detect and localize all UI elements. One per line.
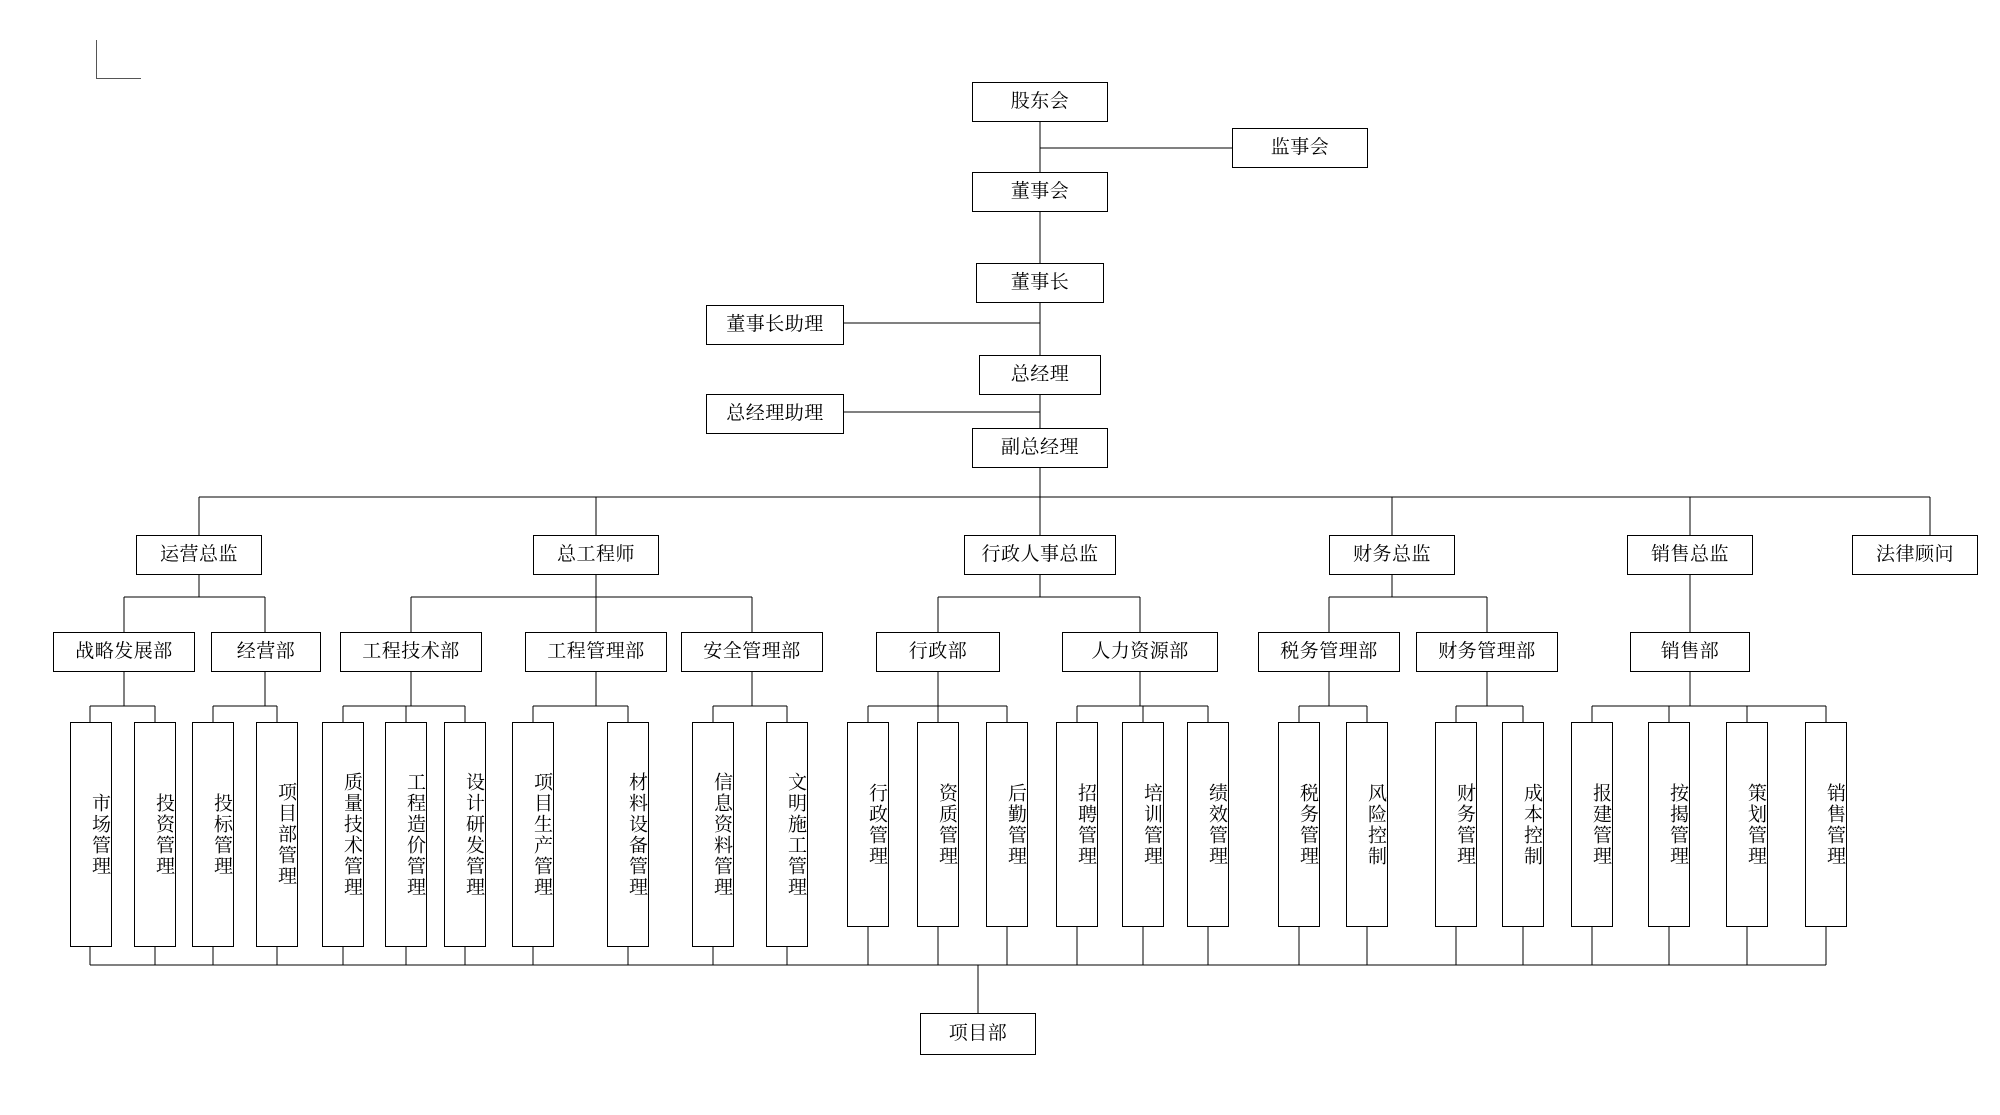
node-project-dept-management[interactable]: [256, 722, 298, 947]
node-finance-director[interactable]: [1329, 535, 1455, 575]
node-tax-management[interactable]: [1278, 722, 1320, 927]
node-label: 销售部: [1660, 641, 1720, 663]
node-label: 成本控制: [1521, 782, 1542, 867]
node-label: 行政管理: [866, 782, 887, 867]
node-label: 项目部管理: [275, 782, 296, 887]
node-qualification-management[interactable]: [917, 722, 959, 927]
node-logistics-management[interactable]: [986, 722, 1028, 927]
node-project-dept-bottom[interactable]: [920, 1013, 1036, 1055]
node-label: 安全管理部: [703, 641, 801, 663]
node-chief-engineer[interactable]: [533, 535, 659, 575]
node-label: 投资管理: [153, 792, 174, 877]
node-label: 信息资料管理: [711, 771, 732, 898]
node-safety-management-dept[interactable]: [681, 632, 823, 672]
node-cost-control[interactable]: [1502, 722, 1544, 927]
node-chairman[interactable]: [976, 263, 1104, 303]
node-bidding-management[interactable]: [192, 722, 234, 947]
node-label: 运营总监: [159, 544, 238, 566]
node-label: 董事长: [1010, 272, 1070, 294]
node-label: 销售管理: [1824, 782, 1845, 867]
node-recruitment-management[interactable]: [1056, 722, 1098, 927]
node-shareholders[interactable]: [972, 82, 1108, 122]
node-sales-dept[interactable]: [1630, 632, 1750, 672]
node-label: 项目部: [948, 1023, 1008, 1045]
node-training-management[interactable]: [1122, 722, 1164, 927]
node-label: 设计研发管理: [463, 771, 484, 898]
node-engineering-management-dept[interactable]: [525, 632, 667, 672]
node-label: 行政部: [908, 641, 968, 663]
node-label: 董事长助理: [726, 314, 824, 336]
node-information-data-management[interactable]: [692, 722, 734, 947]
node-gm-assistant[interactable]: [706, 394, 844, 434]
node-label: 项目生产管理: [531, 771, 552, 898]
node-operation-dept[interactable]: [211, 632, 321, 672]
page-corner-mark: [96, 40, 141, 79]
node-label: 总经理助理: [726, 403, 824, 425]
node-admin-management[interactable]: [847, 722, 889, 927]
node-label: 投标管理: [211, 792, 232, 877]
node-board-of-directors[interactable]: [972, 172, 1108, 212]
node-chairman-assistant[interactable]: [706, 305, 844, 345]
node-label: 法律顾问: [1875, 544, 1954, 566]
node-market-management[interactable]: [70, 722, 112, 947]
node-label: 材料设备管理: [626, 771, 647, 898]
node-risk-control[interactable]: [1346, 722, 1388, 927]
node-operations-director[interactable]: [136, 535, 262, 575]
node-hr-dept[interactable]: [1062, 632, 1218, 672]
node-label: 财务总监: [1352, 544, 1431, 566]
node-quality-technology-management[interactable]: [322, 722, 364, 947]
node-sales-management[interactable]: [1805, 722, 1847, 927]
node-deputy-general-manager[interactable]: [972, 428, 1108, 468]
node-legal-counsel[interactable]: [1852, 535, 1978, 575]
node-sales-director[interactable]: [1627, 535, 1753, 575]
node-label: 税务管理: [1297, 782, 1318, 867]
node-label: 招聘管理: [1075, 782, 1096, 867]
node-label: 行政人事总监: [981, 544, 1099, 566]
node-admin-dept[interactable]: [876, 632, 1000, 672]
node-label: 工程造价管理: [404, 771, 425, 898]
node-tax-management-dept[interactable]: [1258, 632, 1400, 672]
node-label: 战略发展部: [75, 641, 173, 663]
node-label: 资质管理: [936, 782, 957, 867]
node-label: 税务管理部: [1280, 641, 1378, 663]
node-label: 工程技术部: [362, 641, 460, 663]
node-label: 财务管理部: [1438, 641, 1536, 663]
node-label: 按揭管理: [1667, 782, 1688, 867]
node-reporting-construction-management[interactable]: [1571, 722, 1613, 927]
node-engineering-cost-management[interactable]: [385, 722, 427, 947]
node-label: 经营部: [236, 641, 296, 663]
node-label: 培训管理: [1141, 782, 1162, 867]
node-label: 副总经理: [1000, 437, 1079, 459]
node-mortgage-management[interactable]: [1648, 722, 1690, 927]
node-label: 总工程师: [556, 544, 635, 566]
node-performance-management[interactable]: [1187, 722, 1229, 927]
node-civilized-construction-management[interactable]: [766, 722, 808, 947]
node-label: 后勤管理: [1005, 782, 1026, 867]
node-financial-management[interactable]: [1435, 722, 1477, 927]
node-label: 市场管理: [89, 792, 110, 877]
node-investment-management[interactable]: [134, 722, 176, 947]
node-label: 工程管理部: [547, 641, 645, 663]
node-label: 质量技术管理: [341, 771, 362, 898]
node-label: 风险控制: [1365, 782, 1386, 867]
node-label: 策划管理: [1745, 782, 1766, 867]
node-design-rd-management[interactable]: [444, 722, 486, 947]
node-label: 报建管理: [1590, 782, 1611, 867]
node-label: 董事会: [1010, 181, 1070, 203]
node-label: 监事会: [1270, 137, 1330, 159]
node-label: 销售总监: [1650, 544, 1729, 566]
node-strategy-development-dept[interactable]: [53, 632, 195, 672]
node-label: 财务管理: [1454, 782, 1475, 867]
node-material-equipment-management[interactable]: [607, 722, 649, 947]
node-label: 绩效管理: [1206, 782, 1227, 867]
node-admin-hr-director[interactable]: [964, 535, 1116, 575]
node-engineering-technology-dept[interactable]: [340, 632, 482, 672]
node-supervisory-board[interactable]: [1232, 128, 1368, 168]
node-label: 人力资源部: [1091, 641, 1189, 663]
node-label: 股东会: [1010, 91, 1070, 113]
node-label: 文明施工管理: [785, 771, 806, 898]
node-label: 总经理: [1010, 364, 1070, 386]
node-finance-management-dept[interactable]: [1416, 632, 1558, 672]
node-general-manager[interactable]: [979, 355, 1101, 395]
node-planning-management[interactable]: [1726, 722, 1768, 927]
node-project-production-management[interactable]: [512, 722, 554, 947]
